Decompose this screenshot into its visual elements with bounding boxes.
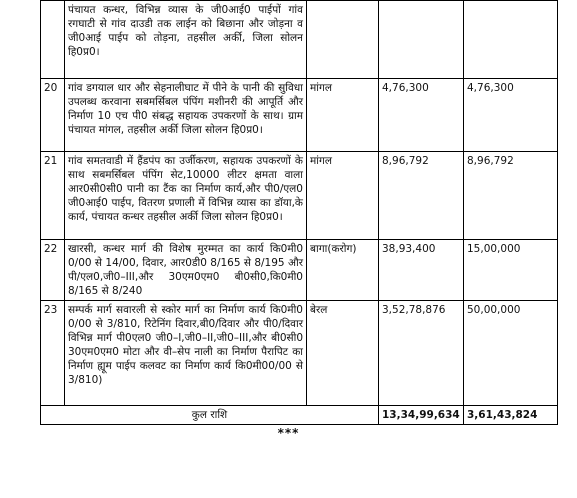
serial-number [41,1,65,79]
place-name: बागा(करोग) [307,240,379,301]
work-description: पंचायत कन्धर, विभिन्न व्यास के जी0आई0 पाईपों गांव रगघाटी से गांव दाउडी तक लाईन को बिछाना और जोड़ना व जी0आई पाईप को तोड़ना, तहसील अर्की, जिला सोलन हि0प्र0। [65,1,307,79]
end-of-list-mark: *** [277,426,300,440]
estimated-cost: 3,52,78,876 [379,301,464,406]
serial-number: 20 [41,79,65,152]
table-row [41,1,558,79]
work-description: गांव डगयाल धार और सेहनालीघाट में पीने के पानी की सुविधा उपलब्ध करवाना सबमर्सिबल पंपिंग मशीनरी की आपूर्ति और निर्माण 10 एच पी0 संबद्ध सहायक उपकरणों के साथ। ग्राम पंचायत मांगल, तहसील अर्की जिला सोलन हि0प्र0। [65,79,307,152]
work-description: सम्पर्क मार्ग सवारली से स्कोर मार्ग का निर्माण कार्य कि0मी0 0/00 से 3/810, रिटेनिंग दिवार,बी0/दिवार और पी0/दिवार विभिन्न मार्ग पी0एल0 जी0–I,जी0–II,जी0–III,और बी0सी0 30एम0एम0 मोटा और वी–सेप नाली का निर्माण पैरापिट का निर्माण ह्यूम पाईप कलवट का निर्माण कार्य कि0मी00/00 से 3/810) [65,301,307,406]
works-table [40,0,558,425]
table-row [41,79,558,152]
place-name: मांगल [307,152,379,240]
table-row [41,301,558,406]
table-row [41,152,558,240]
estimated-cost: 8,96,792 [379,152,464,240]
place-name [307,1,379,79]
place-name: बेरल [307,301,379,406]
total-estimated-cost: 13,34,99,634 [379,406,464,425]
work-description: खारसी, कन्धर मार्ग की विशेष मुरम्मत का कार्य कि0मी0 0/00 से 14/00, दिवार, आर0डी0 8/165 से 8/195 और पी/एल0,जी0–III,और 30एम0एम0 बी0सी0,कि0मी0 8/165 से 8/240 [65,240,307,301]
estimated-cost: 4,76,300 [379,79,464,152]
total-label: कुल राशि [41,406,379,425]
estimated-cost [379,1,464,79]
total-row [41,406,558,425]
table-row [41,240,558,301]
estimated-cost: 38,93,400 [379,240,464,301]
total-sanctioned-amount: 3,61,43,824 [464,406,558,425]
sanctioned-amount: 50,00,000 [464,301,558,406]
serial-number: 23 [41,301,65,406]
work-description: गांव समतवाडी में हैंडपंप का उर्जीकरण, सहायक उपकरणों के साथ सबमर्सिबल पंपिंग सेट,10000 लीटर क्षमता वाला आर0सी0सी0 पानी का टैंक का निर्माण कार्य,और पी0/एल0 जी0आई0 पाईप, वितरण प्रणाली में विभिन्न व्यास का डॉया,के कार्य, पंचायत कन्धर तहसील अर्की जिला सोलन हि0प्र0। [65,152,307,240]
place-name: मांगल [307,79,379,152]
sanctioned-amount: 15,00,000 [464,240,558,301]
sanctioned-amount: 4,76,300 [464,79,558,152]
sanctioned-amount [464,1,558,79]
sanctioned-amount: 8,96,792 [464,152,558,240]
serial-number: 21 [41,152,65,240]
serial-number: 22 [41,240,65,301]
